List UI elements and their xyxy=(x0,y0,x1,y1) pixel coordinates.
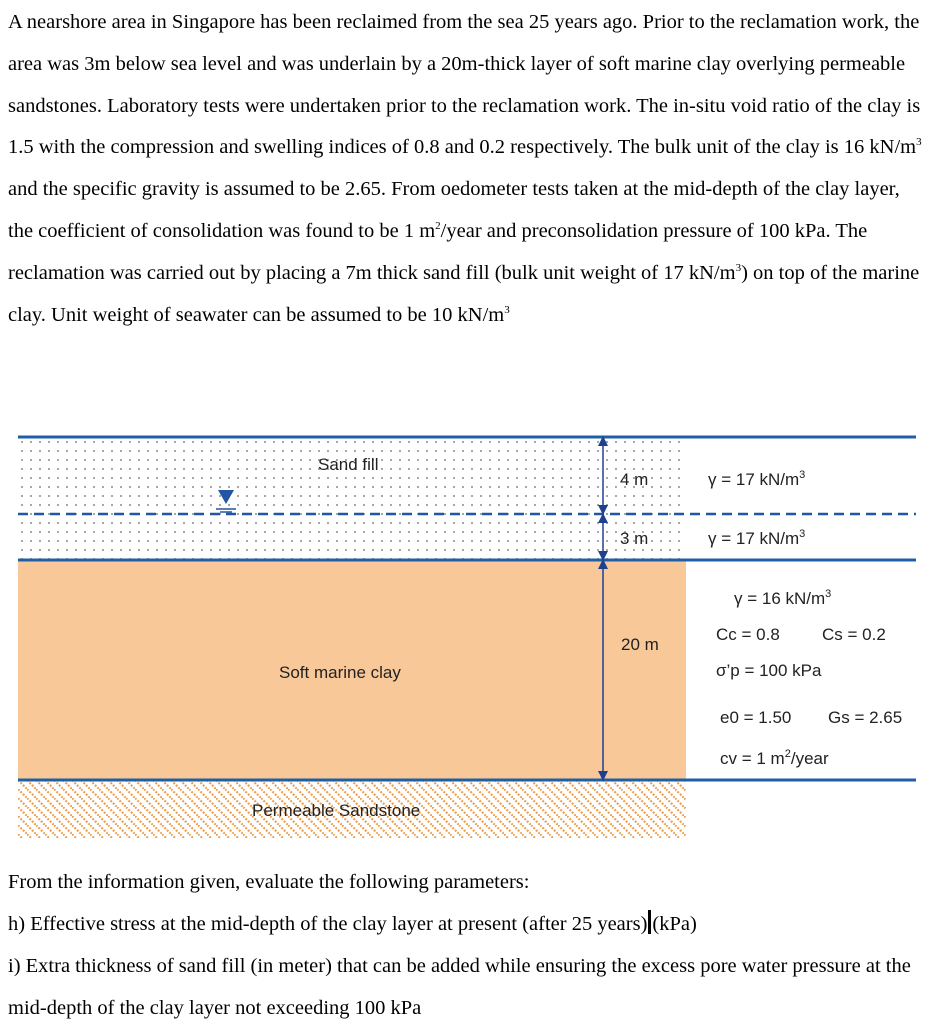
dim-label-20m: 20 m xyxy=(621,635,659,654)
dim-label-4m: 4 m xyxy=(620,470,649,489)
superscript-2: 2 xyxy=(435,219,441,232)
swelling-index: Cs = 0.2 xyxy=(822,625,886,644)
gamma-clay: γ = 16 $kN/m^3$ xyxy=(734,588,832,608)
superscript-3: 3 xyxy=(735,261,742,274)
sandstone-label: Permeable Sandstone xyxy=(252,801,421,820)
problem-text-part1: A nearshore area in Singapore has been reclaimed from the sea 25 years ago. Prior to the reclamation work, the area was 3m below sea level and was underlain by a 20m-thick layer of soft marine clay overlying permeable sandstones. Laboratory tests were undertaken prior to the reclamation work. The in-situ void ratio of the clay is 1.5 with the compression and swelling indices of 0.8 and 0.2 respectively. The bulk unit of the clay is 16 kN/m xyxy=(8,11,921,159)
question-h-unit: (kPa) xyxy=(652,913,697,935)
question-h-text: h) Effective stress at the mid-depth of the clay layer at present (after 25 years) xyxy=(8,913,648,935)
specific-gravity: Gs = 2.65 xyxy=(828,708,903,727)
problem-text-part4: ) on top of the marine clay. Unit weight of seawater can be assumed to be 10 kN/m xyxy=(8,261,920,326)
compression-index: Cc = 0.8 xyxy=(716,625,780,644)
coefficient-of-consolidation: cv = 1 $m^2$/year xyxy=(720,748,829,768)
gamma-fill-above: γ = 17 $kN/m^3$ xyxy=(708,469,806,489)
text-cursor xyxy=(648,910,651,934)
problem-text-part3: /year and preconsolidation pressure of 100 kPa. The reclamation was carried out by placing a 7m thick sand fill (bulk unit weight of 17 kN/m xyxy=(8,219,868,284)
problem-statement xyxy=(8,2,928,336)
clay-label: Soft marine clay xyxy=(279,663,401,682)
gamma-fill-below: γ = 17 $kN/m^3$ xyxy=(708,528,806,548)
preconsolidation-pressure: σ’p = 100 kPa xyxy=(716,661,822,680)
void-ratio: e0 = 1.50 xyxy=(720,708,792,727)
question-h xyxy=(8,904,928,946)
sand-fill-label: Sand fill xyxy=(318,455,379,474)
problem-text-part2: and the specific gravity is assumed to be 2.65. From oedometer tests taken at the mid-depth of the clay layer, the coefficient of consolidation was found to be 1 m xyxy=(8,178,900,242)
soil-profile-diagram xyxy=(0,420,934,860)
questions-intro: From the information given, evaluate the following parameters: xyxy=(8,871,530,893)
dim-label-3m: 3 m xyxy=(620,529,649,548)
superscript-3: 3 xyxy=(916,136,922,149)
superscript-3: 3 xyxy=(504,303,510,316)
question-i: i) Extra thickness of sand fill (in meter) that can be added while ensuring the excess pore water pressure at the mid-depth of the clay layer not exceeding 100 kPa xyxy=(8,955,911,1019)
